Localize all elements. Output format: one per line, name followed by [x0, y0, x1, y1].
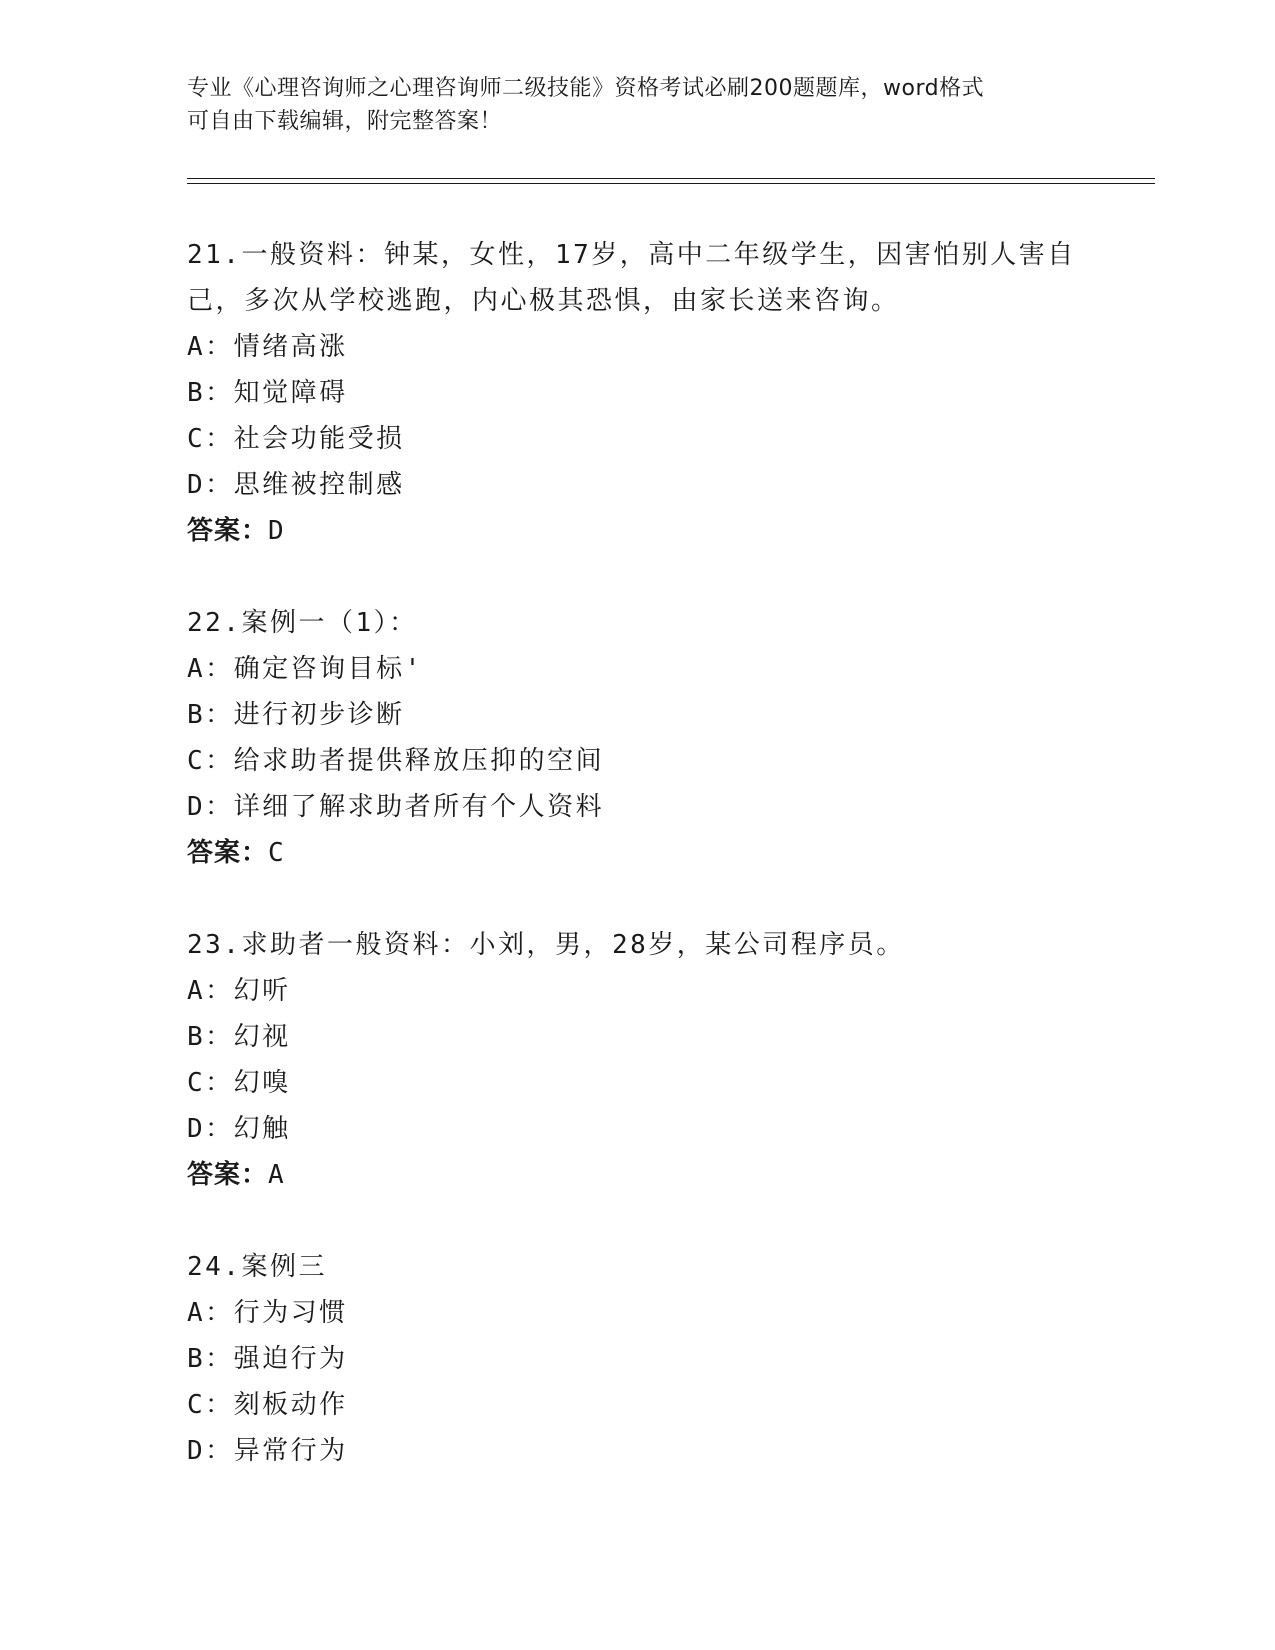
document-header: [187, 72, 1087, 138]
answer-value: D: [268, 516, 285, 546]
option-a: A：幻听: [187, 976, 291, 1006]
question-23: [187, 922, 1087, 1198]
question-stem: 22.案例一（1）：: [187, 608, 418, 638]
answer-label: 答案：: [187, 838, 269, 868]
option-c: C：社会功能受损: [187, 424, 405, 454]
question-stem: 21.一般资料：钟某，女性，17岁，高中二年级学生，因害怕别人害自己，多次从学校逃跑，内心极其恐惧，由家长送来咨询。: [187, 240, 1076, 316]
answer-line: [187, 508, 1087, 554]
question-stem: 24.案例三: [187, 1252, 327, 1282]
option-c: C：刻板动作: [187, 1390, 348, 1420]
option-b: B：进行初步诊断: [187, 700, 405, 730]
answer-value: A: [268, 1160, 285, 1190]
header-divider-top: [187, 178, 1155, 179]
option-d: D：详细了解求助者所有个人资料: [187, 792, 605, 822]
question-list: [187, 232, 1087, 1474]
option-c: C：幻嗅: [187, 1068, 291, 1098]
answer-label: 答案：: [187, 516, 269, 546]
option-b: B：知觉障碍: [187, 378, 348, 408]
option-d: D：思维被控制感: [187, 470, 405, 500]
answer-line: [187, 1152, 1087, 1198]
option-d: D：异常行为: [187, 1436, 348, 1466]
option-d: D：幻触: [187, 1114, 291, 1144]
question-21: [187, 232, 1087, 554]
answer-label: 答案：: [187, 1160, 269, 1190]
option-a: A：情绪高涨: [187, 332, 348, 362]
option-c: C：给求助者提供释放压抑的空间: [187, 746, 605, 776]
option-a: A：行为习惯: [187, 1298, 348, 1328]
option-b: B：幻视: [187, 1022, 291, 1052]
header-line-2: 可自由下载编辑，附完整答案！: [187, 109, 503, 134]
option-b: B：强迫行为: [187, 1344, 348, 1374]
answer-line: [187, 830, 1087, 876]
question-24: [187, 1244, 1087, 1474]
question-stem: 23.求助者一般资料：小刘，男，28岁，某公司程序员。: [187, 930, 905, 960]
header-line-1: 专业《心理咨询师之心理咨询师二级技能》资格考试必刷200题题库，word格式: [187, 76, 985, 101]
option-a: A：确定咨询目标': [187, 654, 423, 684]
answer-value: C: [268, 838, 285, 868]
question-22: [187, 600, 1087, 876]
header-divider-bottom: [187, 183, 1155, 184]
